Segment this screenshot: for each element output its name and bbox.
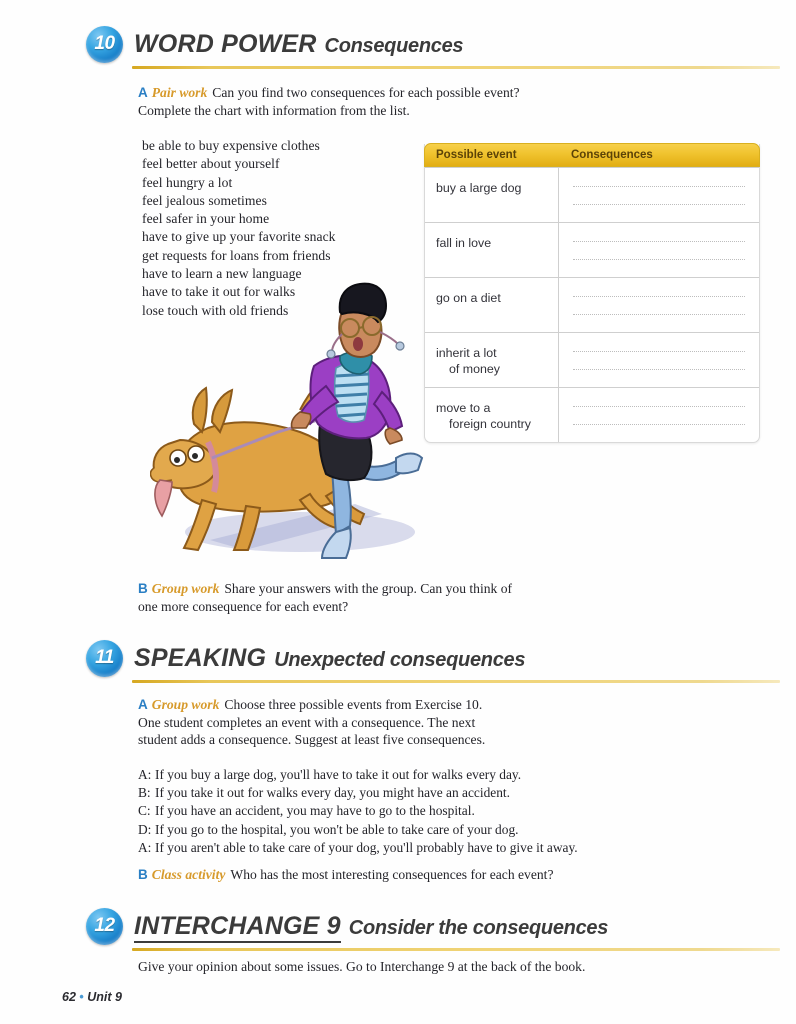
footer-unit-label: Unit 9 (87, 990, 122, 1004)
dialogue-speaker: B: (138, 785, 151, 801)
heading-subject: INTERCHANGE 9 (134, 912, 341, 943)
heading-topic: Consequences (324, 34, 464, 57)
part-text-line-1: Choose three possible events from Exercise 10. (224, 697, 483, 712)
word-list-item: feel hungry a lot (142, 174, 233, 190)
word-list-item: feel safer in your home (142, 211, 270, 227)
dialogue-speaker: D: (138, 821, 152, 837)
chart-event-line-2: foreign country (449, 417, 531, 431)
exercise-10-part-b (138, 580, 658, 615)
dialogue-text: If you have an accident, you may have to go to the hospital. (155, 803, 475, 819)
dialogue-text: If you take it out for walks every day, you might have an accident. (155, 785, 510, 801)
dialogue-line (138, 784, 578, 802)
heading-row (86, 906, 786, 946)
heading-rule (132, 680, 780, 683)
dialogue-line (138, 802, 578, 820)
answer-line[interactable] (573, 405, 745, 407)
chart-row (425, 167, 759, 222)
consequences-chart (424, 144, 760, 443)
dialogue-line (138, 839, 578, 857)
chart-cell-event (425, 168, 559, 222)
exercise-12-body (138, 958, 698, 976)
chart-cell-consequences[interactable] (559, 168, 759, 222)
dialogue-block (138, 766, 578, 857)
word-list-item: get requests for loans from friends (142, 247, 331, 263)
answer-line[interactable] (573, 203, 745, 205)
heading-topic: Consider the consequences (348, 916, 609, 939)
chart-cell-event (425, 388, 559, 442)
footer-page-number: 62 (62, 990, 76, 1004)
chart-event-line-1: inherit a lot (436, 346, 497, 360)
exercise-11-heading (86, 638, 786, 683)
heading-subject: WORD POWER (134, 29, 317, 58)
heading-subject: SPEAKING (134, 643, 267, 672)
answer-line[interactable] (573, 368, 745, 370)
dialogue-speaker: C: (138, 803, 151, 819)
answer-line[interactable] (573, 258, 745, 260)
part-mode: Pair work (151, 85, 208, 100)
exercise-number-badge-11: 11 (86, 640, 123, 677)
chart-cell-event (425, 278, 559, 332)
heading-rule (132, 66, 780, 69)
word-list-item: be able to buy expensive clothes (142, 138, 320, 153)
chart-cell-event (425, 333, 559, 387)
chart-row (425, 277, 759, 332)
part-text-line-2: one more consequence for each event? (138, 598, 349, 614)
part-mode: Group work (151, 581, 220, 596)
heading-row (86, 638, 786, 678)
answer-line[interactable] (573, 185, 745, 187)
answer-line[interactable] (573, 423, 745, 425)
chart-cell-consequences[interactable] (559, 388, 759, 442)
exercise-12-heading (86, 906, 786, 951)
heading-rule (132, 948, 780, 951)
part-text-line-3: student adds a consequence. Suggest at least five consequences. (138, 732, 486, 747)
chart-header-consequences: Consequences (571, 149, 653, 161)
part-text-line-1: Can you find two consequences for each possible event? (212, 85, 520, 100)
exercise-10-part-a (138, 84, 658, 119)
part-text-line-1: Share your answers with the group. Can you think of (224, 581, 513, 596)
chart-event-line-1: move to a (436, 401, 491, 415)
heading-title (134, 912, 608, 941)
dialogue-text: If you buy a large dog, you'll have to take it out for walks every day. (155, 767, 522, 782)
chart-event-line-1: go on a diet (436, 291, 501, 305)
answer-line[interactable] (573, 350, 745, 352)
exercise-number-badge-12: 12 (86, 908, 123, 945)
word-list-item: have to give up your favorite snack (142, 229, 336, 245)
dialogue-line (138, 821, 578, 839)
dialogue-text: If you aren't able to take care of your dog, you'll probably have to give it away. (155, 839, 578, 855)
answer-line[interactable] (573, 313, 745, 315)
dialogue-line (138, 766, 578, 784)
part-text-line-2: Complete the chart with information from the list. (138, 102, 410, 118)
heading-row (86, 24, 786, 64)
part-letter: A (138, 85, 148, 100)
word-list-item: feel better about yourself (142, 156, 280, 172)
answer-line[interactable] (573, 295, 745, 297)
chart-cell-consequences[interactable] (559, 278, 759, 332)
heading-topic: Unexpected consequences (274, 648, 526, 671)
word-list-item: feel jealous sometimes (142, 192, 267, 208)
exercise-11-part-b (138, 866, 698, 884)
part-letter: B (138, 581, 148, 596)
chart-header-row (424, 143, 760, 167)
chart-cell-event (425, 223, 559, 277)
part-text-line-2: One student completes an event with a consequence. The next (138, 714, 476, 730)
chart-cell-consequences[interactable] (559, 223, 759, 277)
chart-row (425, 222, 759, 277)
chart-row (425, 332, 759, 387)
heading-title (134, 644, 525, 673)
exercise-10-heading (86, 24, 786, 69)
chart-header-possible-event: Possible event (436, 149, 517, 161)
exercise-12-body-text: Give your opinion about some issues. Go to Interchange 9 at the back of the book. (138, 959, 586, 974)
part-letter: A (138, 697, 148, 712)
heading-title (134, 30, 463, 59)
chart-event-line-1: buy a large dog (436, 181, 522, 195)
exercise-11-part-a (138, 696, 658, 749)
page-footer (62, 990, 122, 1004)
chart-cell-consequences[interactable] (559, 333, 759, 387)
chart-row (425, 387, 759, 442)
dialogue-text: If you go to the hospital, you won't be able to take care of your dog. (155, 821, 519, 837)
part-mode: Group work (151, 697, 220, 712)
footer-separator-bullet: • (79, 990, 84, 1004)
word-list-item: have to learn a new language (142, 266, 302, 282)
exercise-number-badge-10: 10 (86, 26, 123, 63)
part-letter: B (138, 867, 148, 882)
word-list-item: have to take it out for walks (142, 284, 296, 300)
part-mode: Class activity (151, 867, 226, 882)
part-text-line-1: Who has the most interesting consequences for each event? (230, 867, 554, 882)
answer-line[interactable] (573, 240, 745, 242)
word-list-item: lose touch with old friends (142, 302, 289, 318)
chart-event-line-1: fall in love (436, 236, 492, 250)
dialogue-speaker: A: (138, 839, 152, 855)
dialogue-speaker: A: (138, 767, 152, 782)
illustration-woman-walking-dog (150, 282, 425, 572)
chart-event-line-2: of money (449, 362, 500, 376)
